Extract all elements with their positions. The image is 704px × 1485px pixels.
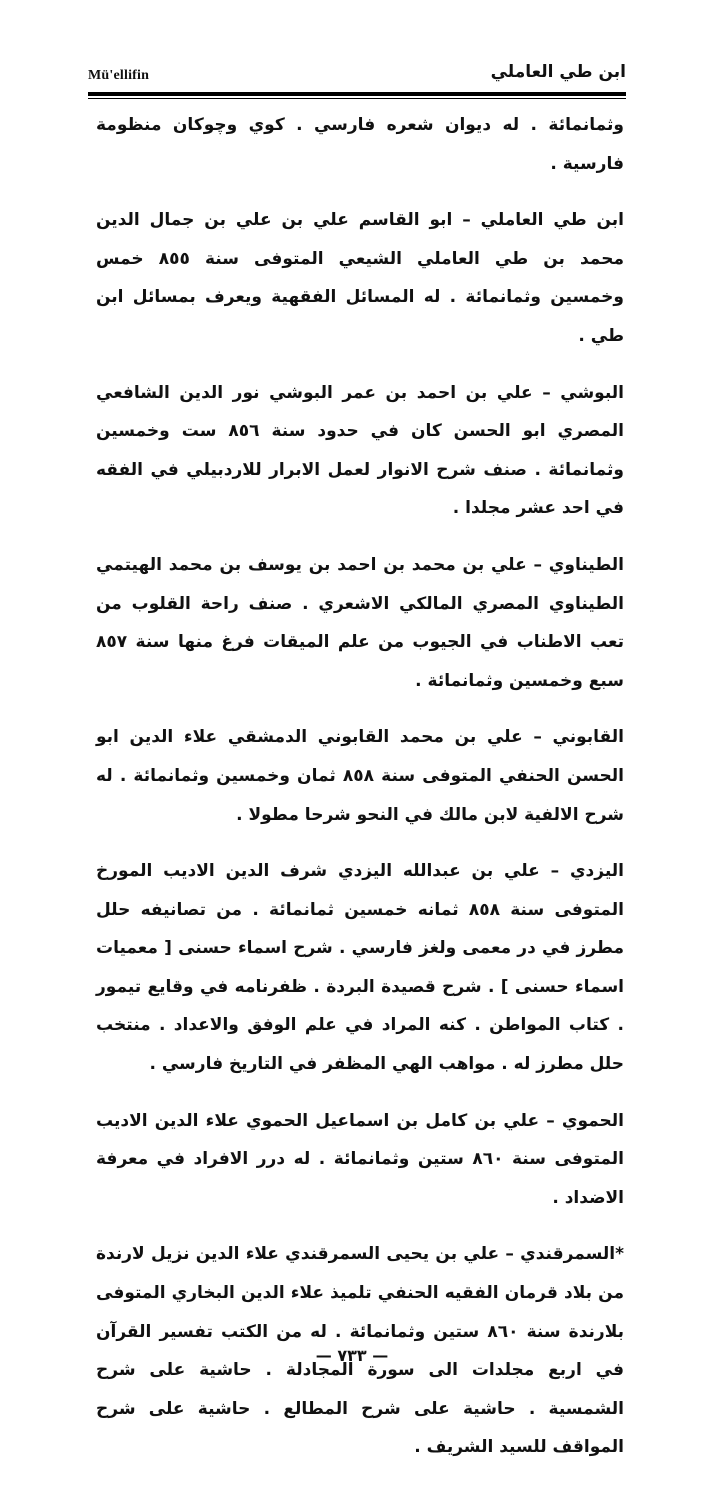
entry-paragraph: *السمرقندي – علي بن يحيى السمرقندي علاء الدين نزيل لارندة من بلاد قرمان الفقيه الحنفي تلميذ علاء الدين البخاري المتوفى بلارندة سنة ٨٦٠ ستين وثمانمائة . له من الكتب تفسير القرآن في اربع مجلدات الى سورة المجادلة . حاشية على شرح الشمسية . حاشية على شرح المطالع . حاشية على شرح المواقف للسيد الشريف .: [96, 1244, 624, 1458]
entry-paragraph: القابوني – علي بن محمد القابوني الدمشقي علاء الدين ابو الحسن الحنفي المتوفى سنة ٨٥٨ ثمان وخمسين وثمانمائة . له شرح الالفية لابن مالك في النحو شرحا مطولا .: [96, 727, 624, 825]
entry-paragraph: البوشي – علي بن احمد بن عمر البوشي نور الدين الشافعي المصري ابو الحسن كان في حدود سنة ٨٥٦ ست وخمسين وثمانمائة . صنف شرح الانوار لعمل الابرار للاردبيلي في الفقه في احد عشر مجلدا .: [96, 382, 624, 519]
entry-paragraph: الحموي – علي بن كامل بن اسماعيل الحموي علاء الدين الاديب المتوفى سنة ٨٦٠ ستين وثمانمائة . له درر الافراد في معرفة الاضداد .: [96, 1110, 624, 1208]
entry-paragraph: اليزدي – علي بن عبدالله اليزدي شرف الدين الاديب المورخ المتوفى سنة ٨٥٨ ثمانه خمسين ثمانمائة . من تصانيفه حلل مطرز في در معمى ولغز فارسي . شرح اسماء حسنى [ معميات اسماء حسنى ] . شرح قصيدة البردة . ظفرنامه في وقايع تيمور . كتاب المواطن . كنه المراد في علم الوفق والاعداد . منتخب حلل مطرز له . مواهب الهي المظفر في التاريخ فارسي .: [96, 861, 625, 1075]
header-rule-thick: [88, 92, 626, 96]
entry-paragraph: وثمانمائة . له ديوان شعره فارسي . كوي وچوكان منظومة فارسية .: [96, 115, 624, 174]
header-title-latin: Mü'ellifin: [88, 68, 150, 83]
entry-paragraph: ابن طي العاملي – ابو القاسم علي بن علي بن جمال الدين محمد بن طي العاملي الشيعي المتوفى سنة ٨٥٥ خمس وخمسين وثمانمائة . له المسائل الفقهية ويعرف بمسائل ابن طي .: [96, 210, 624, 346]
running-header: [88, 62, 626, 92]
header-rule-thin: [88, 98, 626, 99]
entry-paragraph: الطيناوي – علي بن محمد بن احمد بن يوسف بن محمد الهيتمي الطيناوي المصري المالكي الاشعري . صنف راحة القلوب من تعب الاطناب في الجيوب من علم الميقات فرغ منها سنة ٨٥٧ سبع وخمسين وثمانمائة .: [96, 554, 624, 691]
header-title-arabic: ابن طي العاملي: [490, 62, 626, 82]
entries-body: [96, 106, 624, 1485]
page-number: — ٧٣٣ —: [315, 1346, 389, 1365]
